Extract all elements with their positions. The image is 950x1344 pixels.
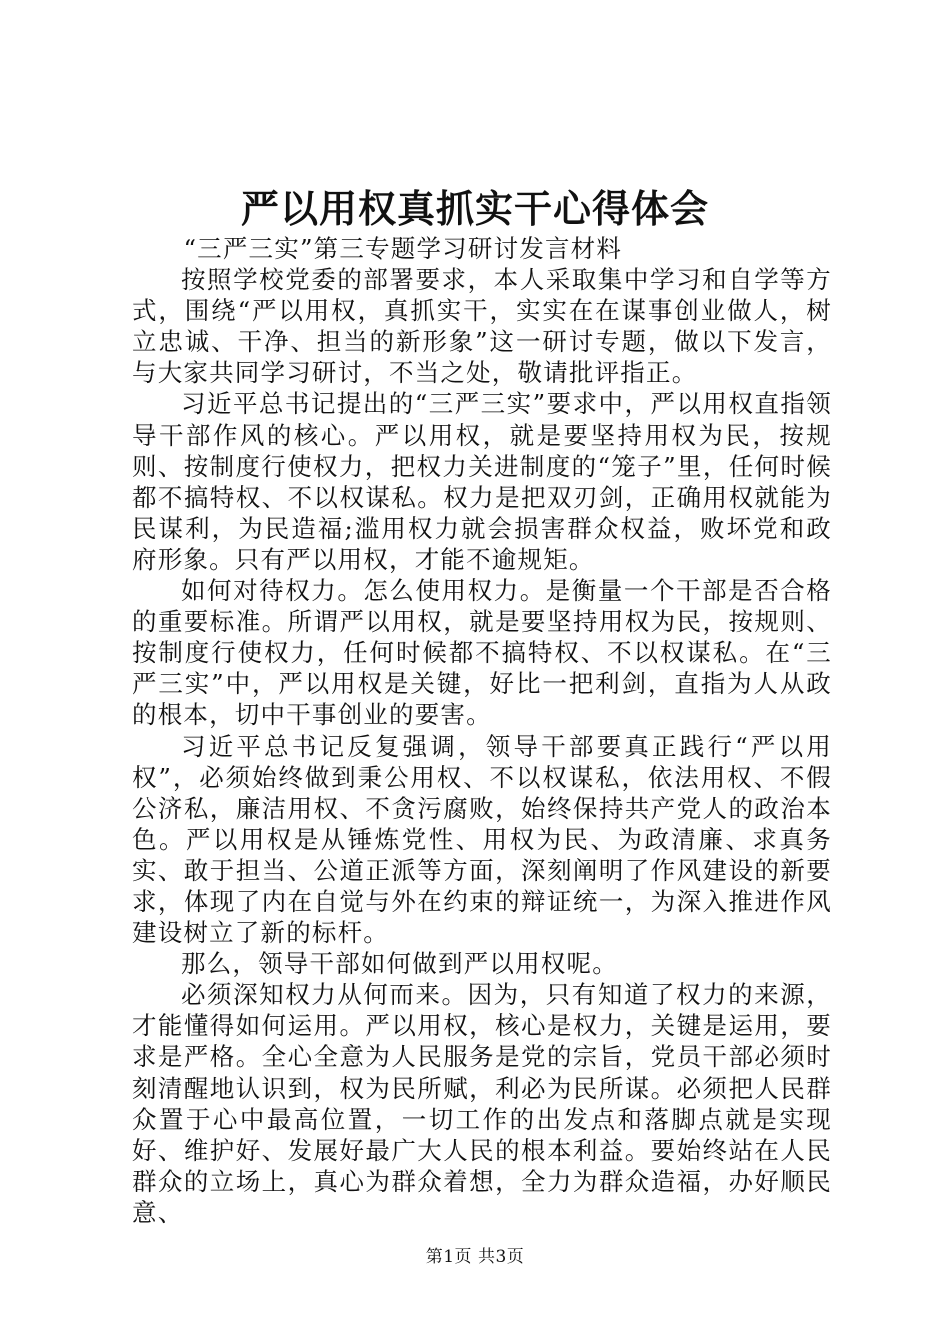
paragraph: 按照学校党委的部署要求，本人采取集中学习和自学等方式，围绕“严以用权，真抓实干，实实在在谋事创业做人，树立忠诚、干净、担当的新形象”这一研讨专题，做以下发言，与大家共同学习研讨，不当之处，敬请批评指正。 (132, 265, 832, 388)
page-footer: 第1页 共3页 (425, 1247, 525, 1267)
paragraph: 习近平总书记提出的“三严三实”要求中，严以用权直指领导干部作风的核心。严以用权，就是要坚持用权为民，按规则、按制度行使权力，把权力关进制度的“笼子”里，任何时候都不搞特权、不以权谋私。权力是把双刃剑，正确用权就能为民谋利，为民造福;滥用权力就会损害群众权益，败坏党和政府形象。只有严以用权，才能不逾规矩。 (132, 389, 832, 574)
paragraph: 必须深知权力从何而来。因为，只有知道了权力的来源，才能懂得如何运用。严以用权，核心是权力，关键是运用，要求是严格。全心全意为人民服务是党的宗旨，党员干部必须时刻清醒地认识到，权为民所赋，利必为民所谋。必须把人民群众置于心中最高位置，一切工作的出发点和落脚点就是实现好、维护好、发展好最广大人民的根本利益。要始终站在人民群众的立场上，真心为群众着想，全力为群众造福，办好顺民意、 (132, 980, 832, 1227)
document-title: 严以用权真抓实干心得体会 (240, 186, 709, 231)
paragraph: 那么，领导干部如何做到严以用权呢。 (181, 949, 618, 979)
document-subtitle: “三严三实”第三专题学习研讨发言材料 (183, 234, 623, 263)
document-body (132, 233, 832, 1228)
paragraph: 如何对待权力。怎么使用权力。是衡量一个干部是否合格的重要标准。所谓严以用权，就是要坚持用权为民，按规则、按制度行使权力，任何时候都不搞特权、不以权谋私。在“三严三实”中，严以用权是关键，好比一把利剑，直指为人从政的根本，切中干事创业的要害。 (132, 576, 832, 730)
paragraph: 习近平总书记反复强调，领导干部要真正践行“严以用权”，必须始终做到秉公用权、不以权谋私，依法用权、不假公济私，廉洁用权、不贪污腐败，始终保持共产党人的政治本色。严以用权是从锤炼党性、用权为民、为政清廉、求真务实、敢于担当、公道正派等方面，深刻阐明了作风建设的新要求，体现了内在自觉与外在约束的辩证统一，为深入推进作风建设树立了新的标杆。 (132, 731, 832, 948)
